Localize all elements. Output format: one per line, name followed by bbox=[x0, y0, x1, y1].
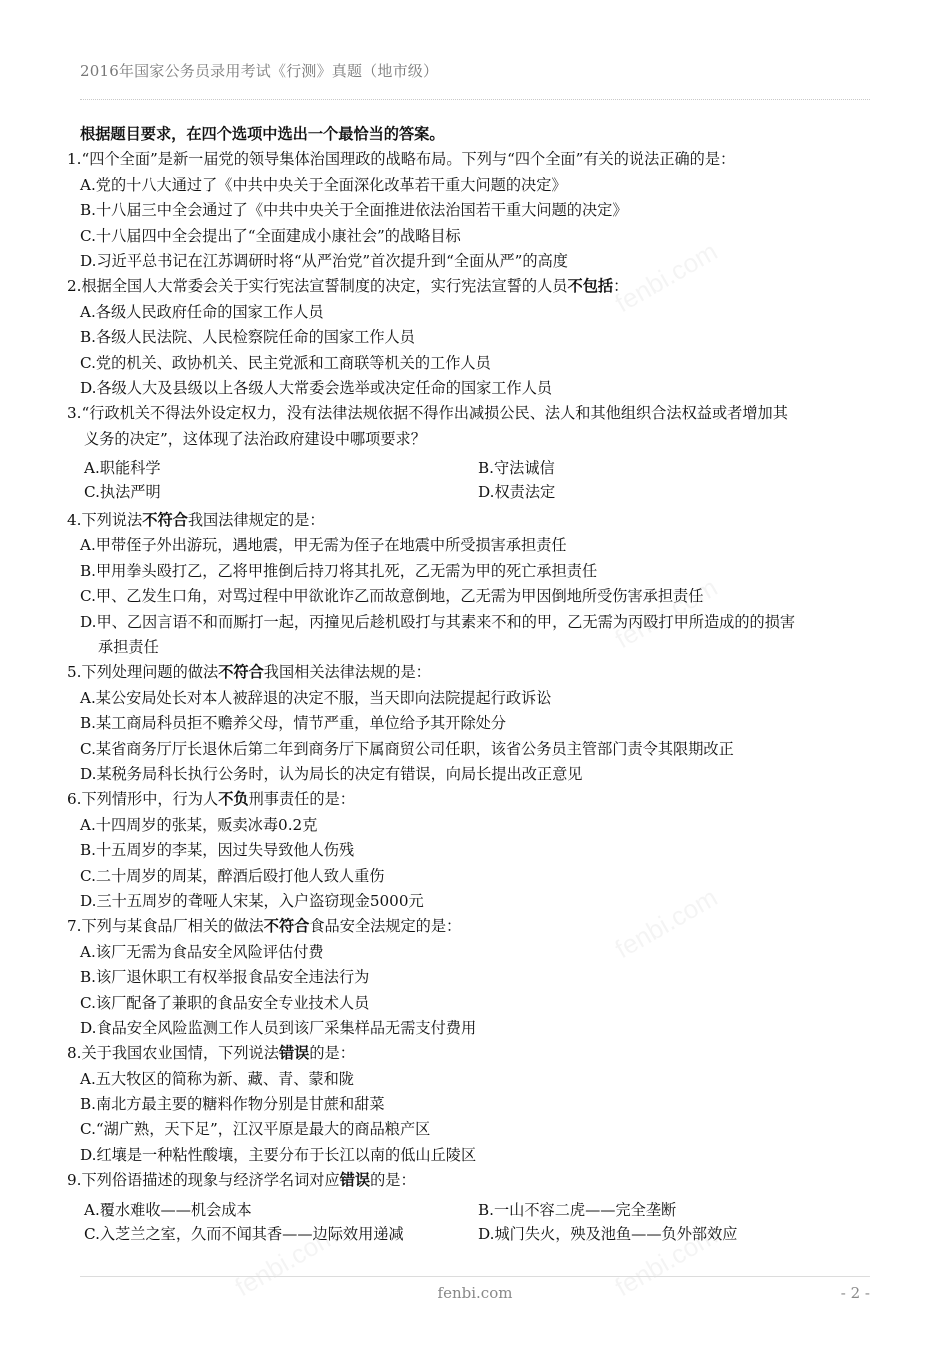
emphasis: 不符合 bbox=[142, 511, 188, 530]
question-7-option-b: B.该厂退休职工有权举报食品安全违法行为 bbox=[80, 968, 370, 987]
question-4-option-b: B.甲用拳头殴打乙，乙将甲推倒后持刀将其扎死，乙无需为甲的死亡承担责任 bbox=[80, 561, 598, 580]
question-1-option-b: B.十八届三中全会通过了《中共中央关于全面推进依法治国若干重大问题的决定》 bbox=[80, 201, 628, 220]
question-3-options-row-2 bbox=[0, 480, 950, 504]
question-content bbox=[0, 122, 950, 1246]
emphasis: 不包括 bbox=[567, 277, 614, 296]
emphasis: 错误 bbox=[278, 1044, 310, 1063]
question-1-stem: 1.“四个全面”是新一届党的领导集体治国理政的战略布局。下列与“四个全面”有关的说法正确的是： bbox=[67, 150, 736, 169]
question-1-option-a: A.党的十八大通过了《中共中央关于全面深化改革若干重大问题的决定》 bbox=[80, 175, 567, 194]
question-7-option-d: D.食品安全风险监测工作人员到该厂采集样品无需支付费用 bbox=[80, 1018, 477, 1037]
question-2-option-b: B.各级人民法院、人民检察院任命的国家工作人员 bbox=[80, 328, 415, 347]
question-3-stem-continued: 义务的决定”，这体现了法治政府建设中哪项要求？ bbox=[84, 429, 426, 448]
question-8-option-d: D.红壤是一种粘性酸壤，主要分布于长江以南的低山丘陵区 bbox=[80, 1145, 477, 1164]
question-3-option-d: D.权责法定 bbox=[478, 483, 556, 502]
footer-divider bbox=[80, 1276, 870, 1277]
question-1-option-c: C.十八届四中全会提出了“全面建成小康社会”的战略目标 bbox=[80, 226, 461, 245]
document-header: 2016年国家公务员录用考试《行测》真题（地市级） bbox=[80, 62, 439, 80]
emphasis: 不负 bbox=[218, 790, 249, 809]
question-7-option-a: A.该厂无需为食品安全风险评估付费 bbox=[80, 942, 324, 961]
question-5-stem: 5.下列处理问题的做法不符合我国相关法律法规的是： bbox=[67, 663, 431, 682]
question-6-option-b: B.十五周岁的李某，因过失导致他人伤残 bbox=[80, 841, 355, 860]
question-8-option-a: A.五大牧区的简称为新、藏、青、蒙和陇 bbox=[80, 1069, 354, 1088]
question-5-option-d: D.某税务局科长执行公务时，认为局长的决定有错误，向局长提出改正意见 bbox=[80, 764, 583, 783]
question-1-option-d: D.习近平总书记在江苏调研时将“从严治党”首次提升到“全面从严”的高度 bbox=[80, 251, 568, 270]
question-2-option-c: C.党的机关、政协机关、民主党派和工商联等机关的工作人员 bbox=[80, 353, 491, 372]
question-4-stem: 4.下列说法不符合我国法律规定的是： bbox=[67, 511, 325, 530]
question-4-option-d: D.甲、乙因言语不和而厮打一起，丙撞见后趁机殴打与其素来不和的甲，乙无需为丙殴打甲所造成的的损害 bbox=[80, 612, 796, 631]
question-3-stem: 3.“行政机关不得法外设定权力，没有法律法规依据不得作出减损公民、法人和其他组织合法权益或者增加其 bbox=[67, 404, 788, 423]
question-4-option-d-continued: 承担责任 bbox=[98, 638, 159, 657]
question-3-option-b: B.守法诚信 bbox=[478, 459, 555, 478]
emphasis: 不符合 bbox=[218, 663, 264, 682]
page-number: - 2 - bbox=[840, 1284, 870, 1302]
question-2-option-d: D.各级人大及县级以上各级人大常委会选举或决定任命的国家工作人员 bbox=[80, 378, 553, 397]
instruction: 根据题目要求，在四个选项中选出一个最恰当的答案。 bbox=[80, 125, 445, 143]
question-7-option-c: C.该厂配备了兼职的食品安全专业技术人员 bbox=[80, 993, 370, 1012]
question-3-options-row-1 bbox=[0, 456, 950, 480]
emphasis: 错误 bbox=[339, 1171, 371, 1190]
question-6-option-a: A.十四周岁的张某，贩卖冰毒0.2克 bbox=[80, 815, 318, 834]
emphasis: 不符合 bbox=[263, 917, 310, 936]
question-9-option-a: A.覆水难收——机会成本 bbox=[84, 1200, 252, 1219]
question-3-option-c: C.执法严明 bbox=[84, 483, 161, 502]
question-9-stem: 9.下列俗语描述的现象与经济学名词对应错误的是： bbox=[67, 1171, 416, 1190]
question-9-options-row-1 bbox=[0, 1198, 950, 1222]
question-8-option-b: B.南北方最主要的糖料作物分别是甘蔗和甜菜 bbox=[80, 1095, 385, 1114]
question-8-option-c: C.“湖广熟，天下足”，江汉平原是最大的商品粮产区 bbox=[80, 1120, 431, 1139]
question-7-stem: 7.下列与某食品厂相关的做法不符合食品安全法规定的是： bbox=[67, 917, 462, 936]
question-9-option-c: C.入芝兰之室，久而不闻其香——边际效用递减 bbox=[84, 1224, 404, 1243]
footer-site: fenbi.com bbox=[437, 1284, 513, 1302]
question-2-option-a: A.各级人民政府任命的国家工作人员 bbox=[80, 302, 324, 321]
question-4-option-a: A.甲带侄子外出游玩，遇地震，甲无需为侄子在地震中所受损害承担责任 bbox=[80, 536, 567, 555]
question-6-option-c: C.二十周岁的周某，醉酒后殴打他人致人重伤 bbox=[80, 866, 385, 885]
header-divider bbox=[80, 99, 870, 100]
question-9-option-b: B.一山不容二虎——完全垄断 bbox=[478, 1200, 677, 1219]
question-9-options-row-2 bbox=[0, 1222, 950, 1246]
question-6-stem: 6.下列情形中，行为人不负刑事责任的是： bbox=[67, 790, 355, 809]
question-2-stem: 2.根据全国人大常委会关于实行宪法宣誓制度的决定，实行宪法宣誓的人员不包括： bbox=[67, 277, 629, 296]
question-8-stem: 8.关于我国农业国情，下列说法错误的是： bbox=[67, 1044, 355, 1063]
question-5-option-a: A.某公安局处长对本人被辞退的决定不服，当天即向法院提起行政诉讼 bbox=[80, 688, 552, 707]
question-6-option-d: D.三十五周岁的聋哑人宋某，入户盗窃现金5000元 bbox=[80, 891, 424, 910]
question-5-option-c: C.某省商务厅厅长退休后第二年到商务厅下属商贸公司任职，该省公务员主管部门责令其限期改正 bbox=[80, 739, 734, 758]
question-3-option-a: A.职能科学 bbox=[84, 459, 161, 478]
question-5-option-b: B.某工商局科员拒不赡养父母，情节严重，单位给予其开除处分 bbox=[80, 714, 507, 733]
question-4-option-c: C.甲、乙发生口角，对骂过程中甲欲讹诈乙而故意倒地，乙无需为甲因倒地所受伤害承担责任 bbox=[80, 587, 704, 606]
question-9-option-d: D.城门失火，殃及池鱼——负外部效应 bbox=[478, 1224, 738, 1243]
